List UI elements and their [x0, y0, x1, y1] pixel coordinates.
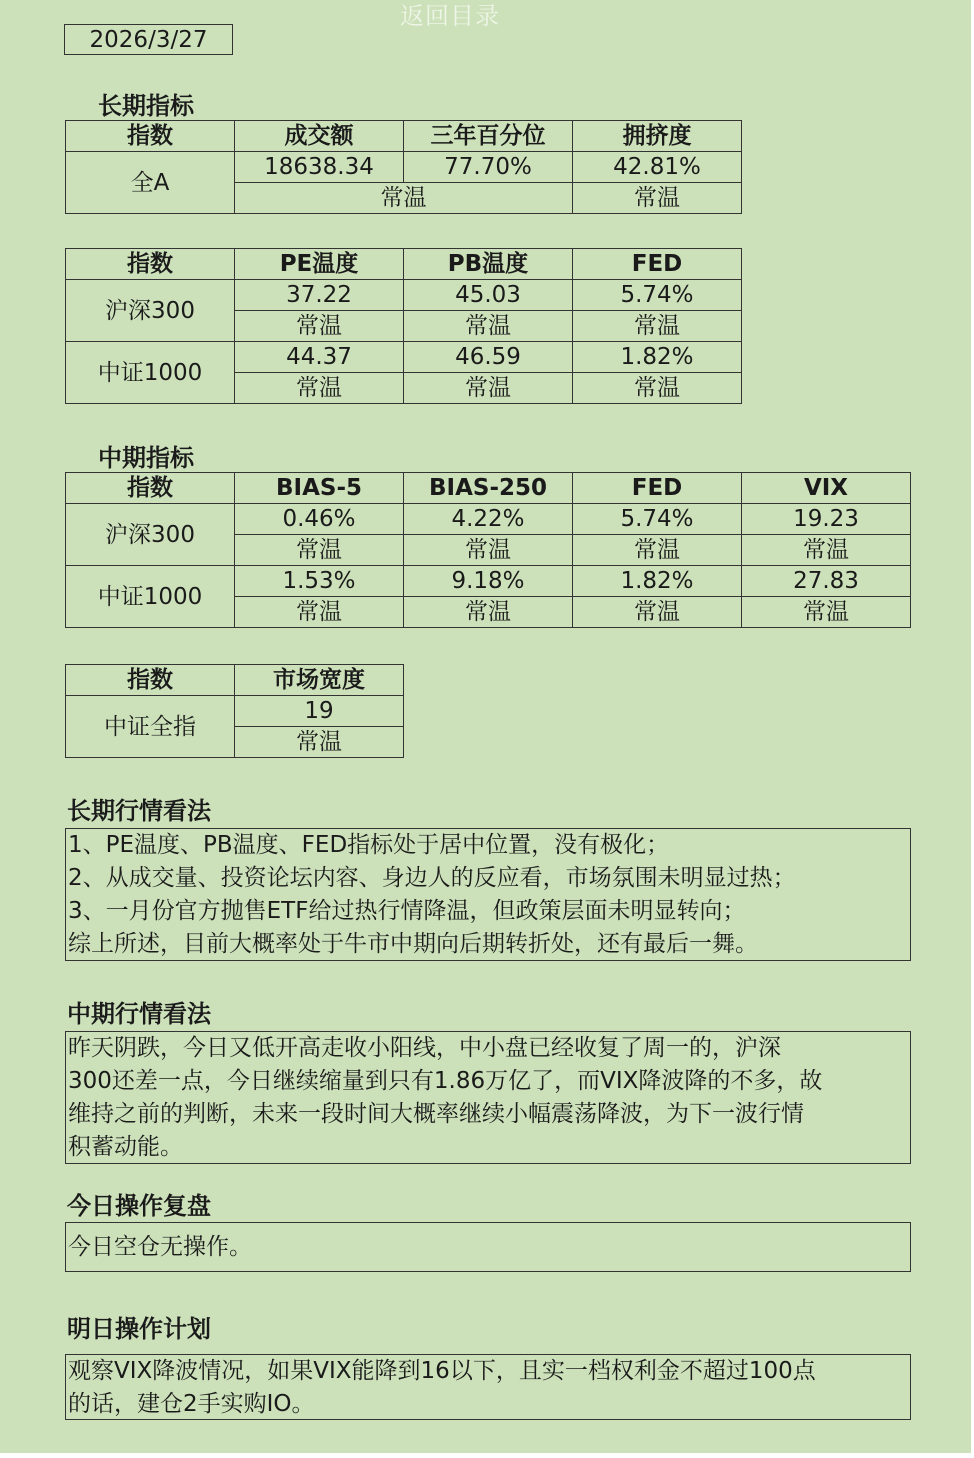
- pb-temp-status: 常温: [404, 311, 573, 342]
- long-term-table-valuation: [65, 248, 742, 404]
- review-text: 今日空仓无操作。: [68, 1234, 252, 1260]
- crowding-value: 42.81%: [573, 152, 742, 183]
- tomorrow-plan-box: [65, 1354, 911, 1420]
- index-name: 中证1000: [66, 566, 235, 628]
- header-vix: VIX: [742, 473, 911, 504]
- view-line: 积蓄动能。: [68, 1134, 183, 1160]
- index-name: 沪深300: [66, 504, 235, 566]
- pe-temp-status: 常温: [235, 311, 404, 342]
- today-review-box: [65, 1222, 911, 1272]
- header-percentile: 三年百分位: [404, 121, 573, 152]
- bias-250-value: 9.18%: [404, 566, 573, 597]
- header-pb-temp: PB温度: [404, 249, 573, 280]
- crowding-status: 常温: [573, 183, 742, 214]
- pe-temp-value: 37.22: [235, 280, 404, 311]
- view-line: 1、PE温度、PB温度、FED指标处于居中位置，没有极化；: [68, 832, 670, 858]
- header-crowding: 拥挤度: [573, 121, 742, 152]
- mid-term-view-box: [65, 1031, 911, 1164]
- vix-status: 常温: [742, 597, 911, 628]
- header-turnover: 成交额: [235, 121, 404, 152]
- long-term-view-title: 长期行情看法: [67, 797, 211, 825]
- fed-value: 5.74%: [573, 504, 742, 535]
- header-pe-temp: PE温度: [235, 249, 404, 280]
- bias-5-status: 常温: [235, 535, 404, 566]
- pb-temp-status: 常温: [404, 373, 573, 404]
- long-term-view-box: [65, 828, 911, 961]
- header-bias-5: BIAS-5: [235, 473, 404, 504]
- tomorrow-plan-title: 明日操作计划: [67, 1315, 211, 1343]
- fed-value: 5.74%: [573, 280, 742, 311]
- plan-line: 观察VIX降波情况，如果VIX能降到16以下，且实一档权利金不超过100点: [68, 1358, 816, 1384]
- header-bias-250: BIAS-250: [404, 473, 573, 504]
- header-index: 指数: [66, 665, 235, 696]
- long-term-indicators-title: 长期指标: [98, 92, 194, 120]
- header-index: 指数: [66, 249, 235, 280]
- header-fed: FED: [573, 249, 742, 280]
- header-index: 指数: [66, 121, 235, 152]
- header-market-breadth: 市场宽度: [235, 665, 404, 696]
- view-line: 维持之前的判断，未来一段时间大概率继续小幅震荡降波，为下一波行情: [68, 1101, 804, 1127]
- long-term-table-a: [65, 120, 742, 214]
- pe-temp-status: 常温: [235, 373, 404, 404]
- fed-status: 常温: [573, 373, 742, 404]
- percentile-value: 77.70%: [404, 152, 573, 183]
- index-name: 中证1000: [66, 342, 235, 404]
- mid-term-table: [65, 472, 911, 628]
- fed-value: 1.82%: [573, 342, 742, 373]
- fed-status: 常温: [573, 311, 742, 342]
- view-line: 昨天阴跌，今日又低开高走收小阳线，中小盘已经收复了周一的，沪深: [68, 1035, 781, 1061]
- bias-250-status: 常温: [404, 535, 573, 566]
- fed-value: 1.82%: [573, 566, 742, 597]
- pb-temp-value: 45.03: [404, 280, 573, 311]
- bias-250-status: 常温: [404, 597, 573, 628]
- index-name: 沪深300: [66, 280, 235, 342]
- fed-status: 常温: [573, 535, 742, 566]
- header-index: 指数: [66, 473, 235, 504]
- view-line: 300还差一点，今日继续缩量到只有1.86万亿了，而VIX降波降的不多，故: [68, 1068, 823, 1094]
- today-review-title: 今日操作复盘: [67, 1192, 211, 1220]
- bias-5-value: 0.46%: [235, 504, 404, 535]
- market-breadth-status: 常温: [235, 727, 404, 758]
- vix-status: 常温: [742, 535, 911, 566]
- pb-temp-value: 46.59: [404, 342, 573, 373]
- bias-5-status: 常温: [235, 597, 404, 628]
- plan-line: 的话，建仓2手实购IO。: [68, 1391, 315, 1417]
- index-name-all-a: 全A: [66, 152, 235, 214]
- turnover-status: 常温: [235, 183, 573, 214]
- view-line: 3、一月份官方抛售ETF给过热行情降温，但政策层面未明显转向；: [68, 898, 746, 924]
- mid-term-view-title: 中期行情看法: [67, 1000, 211, 1028]
- turnover-value: 18638.34: [235, 152, 404, 183]
- fed-status: 常温: [573, 597, 742, 628]
- vix-value: 19.23: [742, 504, 911, 535]
- bias-250-value: 4.22%: [404, 504, 573, 535]
- back-to-index-link[interactable]: 返回目录: [400, 2, 500, 30]
- market-breadth-value: 19: [235, 696, 404, 727]
- index-name: 中证全指: [66, 696, 235, 758]
- bias-5-value: 1.53%: [235, 566, 404, 597]
- pe-temp-value: 44.37: [235, 342, 404, 373]
- header-fed: FED: [573, 473, 742, 504]
- market-breadth-table: [65, 664, 404, 758]
- report-date: 2026/3/27: [64, 24, 233, 55]
- mid-term-indicators-title: 中期指标: [98, 444, 194, 472]
- vix-value: 27.83: [742, 566, 911, 597]
- view-line: 2、从成交量、投资论坛内容、身边人的反应看，市场氛围未明显过热；: [68, 865, 796, 891]
- view-line: 综上所述，目前大概率处于牛市中期向后期转折处，还有最后一舞。: [68, 931, 758, 957]
